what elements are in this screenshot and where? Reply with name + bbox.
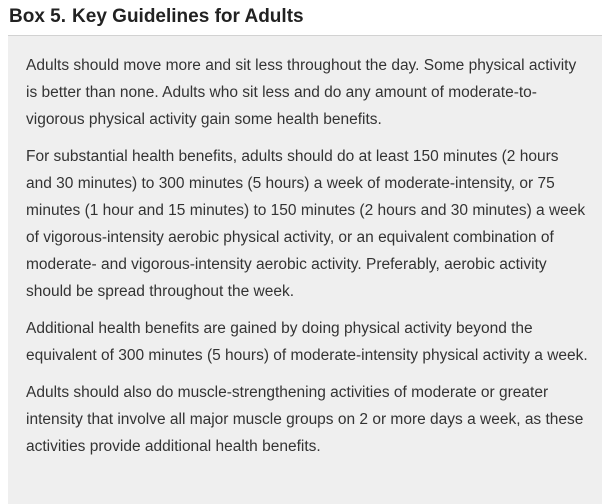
box-number: Box 5. [9,6,67,27]
guideline-paragraph-1: Adults should move more and sit less throughout the day. Some physical activity is better than none. Adults who sit less and do any amount of moderate-to-vigorous physical activity gain some health benefits. [26,57,577,128]
box-heading: Key Guidelines for Adults [72,6,304,27]
guideline-paragraph-3: Additional health benefits are gained by doing physical activity beyond the equivalent of 300 minutes (5 hours) of moderate-intensity physical activity a week. [26,320,588,364]
box-body [8,36,602,504]
guideline-paragraph-2: For substantial health benefits, adults should do at least 150 minutes (2 hours and 30 minutes) to 300 minutes (5 hours) a week of moderate-intensity, or 75 minutes (1 hour and 15 minutes) to 150 minutes (2 hours and 30 minutes) a week of vigorous-intensity aerobic physical activity, or an equivalent combination of moderate- and vigorous-intensity aerobic activity. Preferably, aerobic activity should be spread throughout the week. [26,148,586,300]
guideline-paragraph-4: Adults should also do muscle-strengthening activities of moderate or greater intensity that involve all major muscle groups on 2 or more days a week, as these activities provide additional health benefits. [26,384,584,455]
box-title [9,4,304,30]
